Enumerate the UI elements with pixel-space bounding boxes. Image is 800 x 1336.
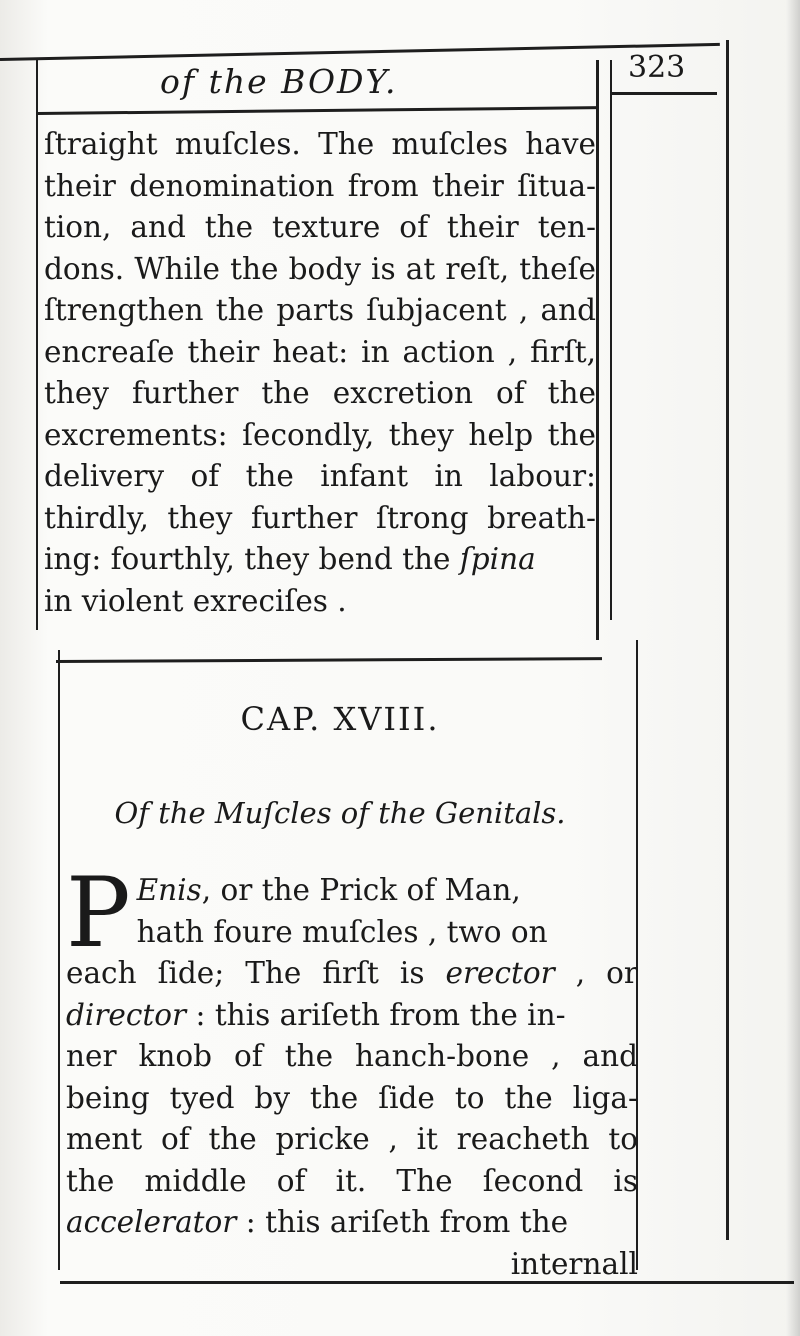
outer-margin-rule	[726, 40, 729, 1240]
text-line	[66, 870, 638, 912]
section-paragraph	[66, 857, 638, 1285]
text-line: being tyed by the ſide to the liga-	[66, 1080, 638, 1115]
frame-right-rule	[596, 60, 599, 640]
text-line: excrements: ſecondly, they help the	[44, 417, 596, 452]
text-run: : this ariſeth from the in-	[186, 997, 566, 1032]
text-line: dons. While the body is at reſt, theſe	[44, 251, 596, 286]
text-line	[66, 1202, 638, 1244]
section-divider	[56, 657, 602, 663]
drop-cap: P	[66, 857, 131, 969]
text-line: ment of the pricke , it reacheth to	[66, 1122, 638, 1156]
text-line-part: ing: fourthly, they bend the	[44, 542, 451, 576]
italic-run: director	[66, 997, 187, 1032]
text-line: the middle of it. The ſecond is	[66, 1163, 638, 1198]
page-edge-shadow	[786, 0, 800, 1336]
text-run: , or	[554, 956, 638, 990]
text-line: in violent exreciſes .	[44, 583, 347, 618]
text-line: encreaſe their heat: in action , firſt,	[44, 334, 596, 369]
text-run: : this ariſeth from the	[236, 1205, 569, 1239]
top-text-block	[44, 124, 596, 622]
running-title: of the BODY.	[160, 62, 398, 101]
frame-right-rule-inner	[610, 60, 612, 620]
italic-run: erector	[445, 956, 555, 990]
top-rule	[0, 43, 720, 61]
text-line	[66, 912, 638, 954]
text-line: ner knob of the hanch-bone , and	[66, 1039, 638, 1073]
italic-run: Enis	[136, 873, 202, 907]
text-line: they further the excretion of the	[44, 376, 596, 410]
text-line: ſtrengthen the parts ſubjacent , and	[44, 293, 596, 327]
page-number-rule	[612, 92, 717, 95]
frame-left-rule	[36, 60, 38, 630]
text-run: hath foure muſcles , two on	[136, 914, 548, 949]
text-run: each ſide; The firſt is	[66, 956, 446, 990]
text-line: thirdly, they further ſtrong breath-	[44, 500, 596, 535]
text-line	[44, 539, 596, 581]
chapter-subtitle: Of the Muſcles of the Genitals.	[114, 796, 566, 830]
catchword: internall	[510, 1246, 638, 1281]
text-line	[66, 995, 638, 1037]
italic-run: accelerator	[66, 1205, 237, 1239]
text-run: , or the Prick of Man,	[201, 873, 521, 907]
text-line: their denomination from their ſitua-	[44, 168, 596, 203]
italic-term: ſpina	[459, 542, 536, 576]
text-line: tion, and the texture of their ten-	[44, 210, 596, 244]
frame-left-rule-lower	[58, 650, 60, 1270]
chapter-heading: CAP. XVIII.	[240, 700, 440, 738]
header-underline	[38, 106, 598, 115]
text-line: ſtraight muſcles. The muſcles have	[44, 127, 596, 161]
page-number: 323	[628, 50, 686, 85]
text-line	[66, 953, 638, 995]
text-line: delivery of the infant in labour:	[44, 459, 596, 493]
